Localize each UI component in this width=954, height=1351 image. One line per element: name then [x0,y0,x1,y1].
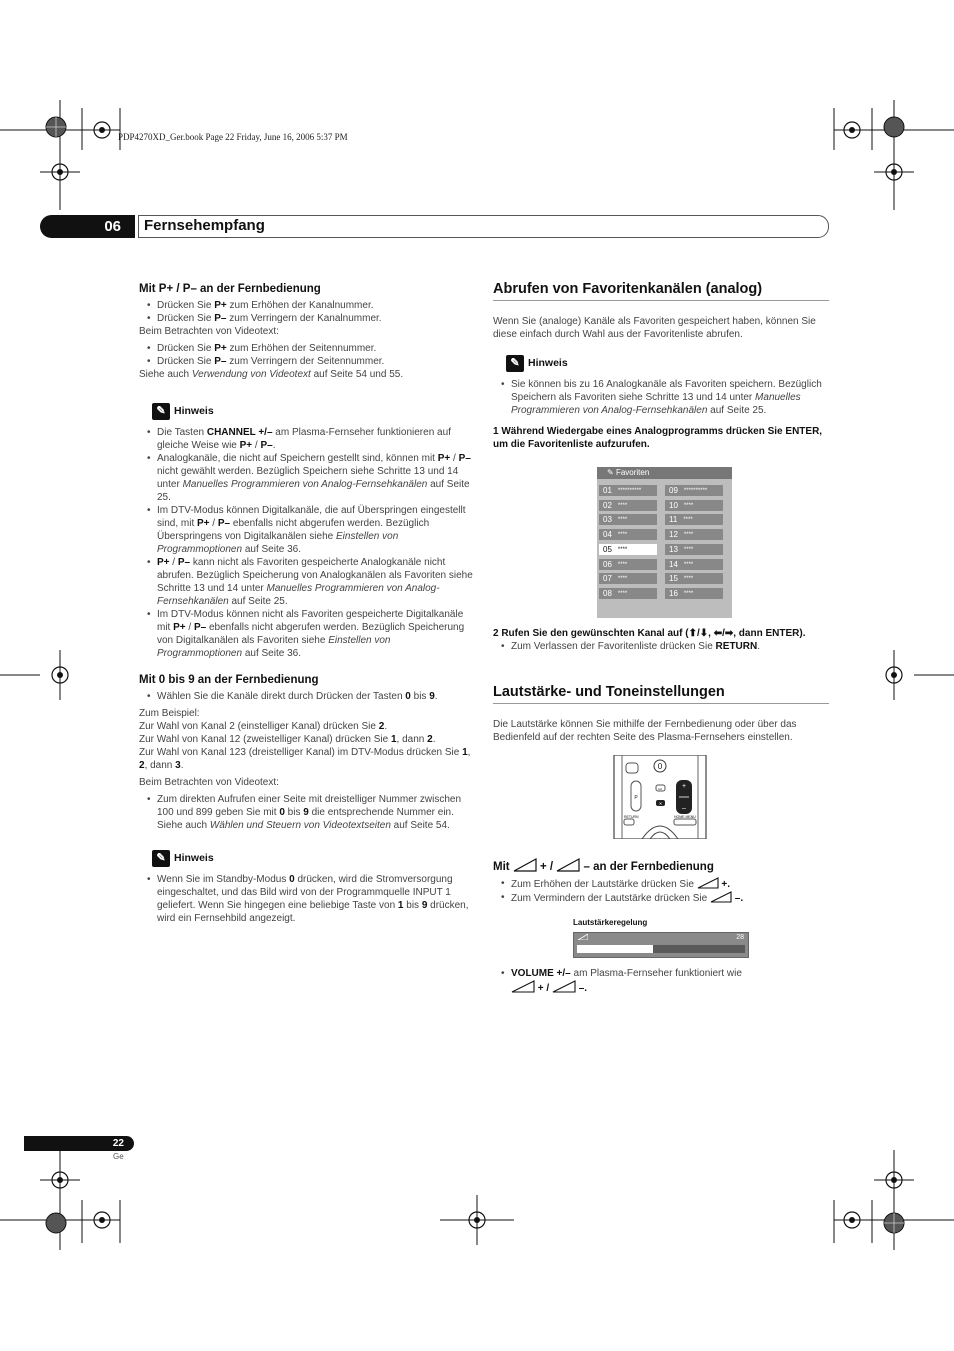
list-item: • Drücken Sie P+ zum Erhöhen der Seitennummer. [139,342,475,355]
section-heading-number-buttons: Mit 0 bis 9 an der Fernbedienung [139,674,319,686]
step-1: 1 Während Wiedergabe eines Analogprogramms drücken Sie ENTER, um die Favoritenliste aufzurufen. [493,426,823,450]
svg-text:+: + [681,783,687,790]
favourite-channel-08 [599,588,657,599]
channel-number: 16 [669,588,678,598]
channel-number: 15 [669,574,678,584]
remote-p-button: P [634,795,638,801]
channel-number: 09 [669,486,678,495]
channel-name: **** [617,546,628,553]
channel-number: 05 [603,544,612,554]
channel-number: 11 [669,515,678,525]
remote-label-return: RETURN [624,815,639,819]
channel-name: **** [683,576,694,583]
right-column-step2 [493,627,829,653]
list-item: • Die Tasten CHANNEL +/– am Plasma-Fernseher funktionieren auf gleiche Weise wie P+ / P–. [139,426,475,452]
channel-name: **** [617,561,628,568]
channel-number: 06 [603,559,612,569]
channel-name: **** [683,532,694,539]
left-right-arrows-icon: ⬅/➡ [713,628,734,639]
remote-button-0: 0 [657,762,663,771]
page-number: 22 [24,1136,134,1151]
up-down-arrows-icon: ⬆/⬇ [688,628,709,639]
channel-number: 12 [669,530,678,540]
favourite-channel-14 [665,559,723,570]
channel-number: 07 [603,574,612,584]
paragraph: Zur Wahl von Kanal 123 (dreistelliger Kanal) im DTV-Modus drücken Sie 1, 2, dann 3. [139,747,471,771]
volume-icon [710,891,732,903]
list-item: • Wenn Sie im Standby-Modus 0 drücken, wird die Stromversorgung eingeschaltet, und das Bild wird von der Programmquelle INPUT 1 geliefert. Wenn Sie hingegen eine beliebige Taste von 1 bis 9 drücken, wird ein Fernsehbild angezeigt. [139,873,475,925]
list-item: • Zum direkten Aufrufen einer Seite mit dreistelliger Nummer zwischen 100 und 899 geben Sie mit 0 bis 9 die entsprechende Nummer ein. Siehe auch Wählen und Steuern von Videotextseiten auf Seite 54. [139,793,475,832]
note-heading: ✎ Hinweis [152,850,475,867]
paragraph: Siehe auch Verwendung von Videotext auf Seite 54 und 55. [139,369,404,380]
list-item: • Drücken Sie P+ zum Erhöhen der Kanalnummer. [139,299,475,312]
volume-icon [552,980,576,993]
pencil-icon: ✎ [506,355,524,372]
channel-name: **** [683,546,694,553]
list-item: • P+ / P– kann nicht als Favoriten gespeicherte Analogkanäle nicht abrufen. Bezüglich Speicherung von Analogkanälen als Favoriten siehe Schritte 13 und 14 unter Manuelles Programmieren von Analog-Fernsehkanälen auf Seite 25. [139,556,475,608]
volume-small-icon [578,934,588,940]
pencil-icon: ✎ [152,403,170,420]
favourite-channel-03 [599,514,657,525]
channel-name: **** [683,502,694,509]
right-column-favourites [493,283,829,451]
remote-label-i-ii: I+II [657,787,663,791]
channel-number: 02 [603,500,612,510]
volume-icon [511,980,535,993]
list-item: • Wählen Sie die Kanäle direkt durch Drücken der Tasten 0 bis 9. [139,690,475,703]
favourite-channel-04 [599,529,657,540]
volume-panel-note [493,967,829,995]
chapter-number: 06 [40,215,135,238]
volume-icon [556,858,580,872]
volume-track [577,945,745,953]
channel-name: **** [617,532,628,539]
volume-fill [577,945,653,953]
paragraph: Die Lautstärke können Sie mithilfe der Fernbedienung oder über das Bedienfeld auf der rechten Seite des Plasma-Fernsehers einstellen. [493,719,797,743]
channel-number: 01 [603,486,612,495]
left-column [139,283,475,925]
favourite-channel-15 [665,573,723,584]
channel-name: **** [683,561,694,568]
list-item: • Im DTV-Modus können nicht als Favoriten gespeicherte Digitalkanäle mit P+ / P– ebenfalls nicht abgerufen werden. Bezüglich Speicherung von Digitalkanälen als Favoriten siehe Einstellen von Programmoptionen auf Seite 36. [139,608,475,660]
section-heading-volume: Lautstärke- und Toneinstellungen [493,686,829,704]
favourites-screen [597,467,732,618]
paragraph: Zum Beispiel: [139,708,200,719]
volume-value: 28 [736,934,744,941]
channel-name: ********** [683,488,708,494]
channel-number: 04 [603,530,612,540]
list-item: • Zum Erhöhen der Lautstärke drücken Sie +. [493,877,829,891]
channel-number: 13 [669,544,678,554]
channel-name: ********** [617,488,642,494]
channel-name: **** [683,590,694,597]
volume-icon [697,877,719,889]
remote-mute-button: ✕ [658,801,663,806]
channel-number: 08 [603,588,612,598]
channel-name: **** [617,576,628,583]
favourite-channel-07 [599,573,657,584]
remote-control-illustration [612,755,708,839]
list-item: • Drücken Sie P– zum Verringern der Seitennummer. [139,355,475,368]
paragraph: Zur Wahl von Kanal 2 (einstelliger Kanal) drücken Sie 2. [139,721,388,732]
print-info: PDP4270XD_Ger.book Page 22 Friday, June 16, 2006 5:37 PM [118,132,348,142]
list-item: • Im DTV-Modus können Digitalkanäle, die auf Überspringen eingestellt sind, mit P+ / P– ebenfalls nicht abgerufen werden. Bezüglich Überspringens von Digitalkanälen siehe Einstellen von Programmoptionen auf Seite 36. [139,504,475,556]
volume-bar-label: Lautstärkeregelung [573,918,648,927]
section-heading-favourites: Abrufen von Favoritenkanälen (analog) [493,283,829,301]
paragraph: Wenn Sie (analoge) Kanäle als Favoriten gespeichert haben, können Sie diese einfach durch Wahl aus der Favoritenliste abrufen. [493,316,816,340]
favourite-channel-05 [599,544,657,555]
channel-name: **** [617,502,628,509]
pencil-icon: ✎ [152,850,170,867]
page-language: Ge [113,1152,124,1161]
list-item: • Zum Vermindern der Lautstärke drücken Sie –. [493,891,829,905]
favourites-title: ✎ Favoriten [597,467,732,479]
favourite-channel-13 [665,544,723,555]
paragraph: Zur Wahl von Kanal 12 (zweistelliger Kanal) drücken Sie 1, dann 2. [139,734,436,745]
channel-number: 10 [669,500,678,510]
channel-name: **** [617,590,628,597]
volume-icon [513,858,537,872]
paragraph: Beim Betrachten von Videotext: [139,326,279,337]
svg-text:–: – [682,805,686,812]
step-2: 2 Rufen Sie den gewünschten Kanal auf (⬆/⬇, ⬅/➡, dann ENTER). [493,628,806,639]
favourite-channel-06 [599,559,657,570]
chapter-title: Fernsehempfang [144,217,265,234]
remote-label-home: HOME MENU [674,815,696,819]
note-heading: ✎ Hinweis [152,403,475,420]
list-item: • Sie können bis zu 16 Analogkanäle als Favoriten speichern. Bezüglich Speichern als Favoriten siehe Schritte 13 und 14 unter Manuelles Programmieren von Analog-Fernsehkanälen auf Seite 25. [493,378,829,417]
favourite-channel-16 [665,588,723,599]
channel-number: 03 [603,515,612,525]
list-item: • VOLUME +/– am Plasma-Fernseher funktioniert wie + / –. [493,967,829,995]
volume-remote-block [493,858,829,905]
favourite-channel-02 [599,500,657,511]
favourite-channel-09 [665,485,723,496]
note-heading: ✎ Hinweis [506,355,829,372]
list-item: • Zum Verlassen der Favoritenliste drücken Sie RETURN. [493,640,829,653]
favourite-channel-10 [665,500,723,511]
channel-name: **** [683,517,693,524]
paragraph: Beim Betrachten von Videotext: [139,777,279,788]
list-item: • Analogkanäle, die nicht auf Speichern gestellt sind, können mit P+ / P– nicht gewählt werden. Bezüglich Speichern siehe Schritte 13 und 14 unter Manuelles Programmieren von Analog-Fernsehkanälen auf Seite 25. [139,452,475,504]
channel-name: **** [617,517,628,524]
right-column-volume [493,686,829,744]
channel-number: 14 [669,559,678,569]
list-item: • Drücken Sie P– zum Verringern der Kanalnummer. [139,312,475,325]
favourite-channel-12 [665,529,723,540]
chapter-title-bar [138,215,829,238]
section-heading-p-buttons: Mit P+ / P– an der Fernbedienung [139,283,321,295]
favourite-channel-01 [599,485,657,496]
section-heading-volume-remote: Mit + / – an der Fernbedienung [493,858,829,874]
favourite-channel-11 [665,514,723,525]
volume-bar [573,932,749,958]
